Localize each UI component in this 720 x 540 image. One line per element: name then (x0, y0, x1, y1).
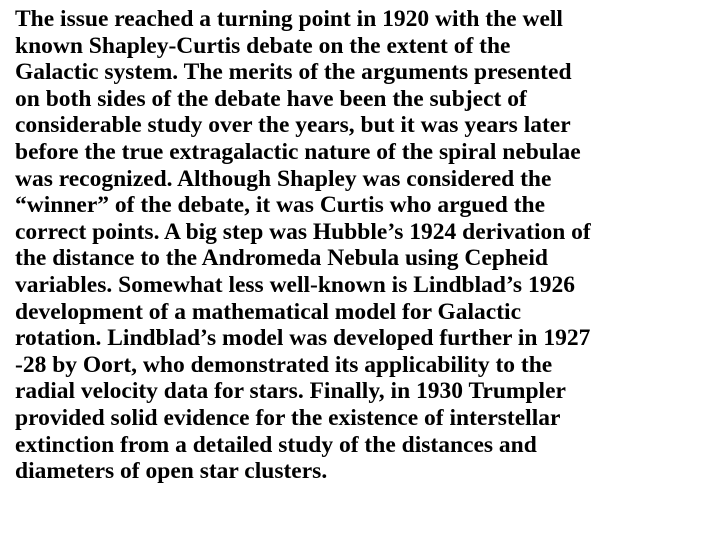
paragraph-line: -28 by Oort, who demonstrated its applicability to the (15, 351, 553, 378)
paragraph-line: The issue reached a turning point in 1920 with the well (15, 6, 563, 32)
paragraph-line: the distance to the Andromeda Nebula using Cepheid (15, 245, 548, 272)
paragraph-line: diameters of open star clusters. (15, 458, 328, 485)
paragraph-line: variables. Somewhat less well-known is Lindblad’s 1926 (15, 271, 575, 298)
paragraph-line: considerable study over the years, but it was years later (15, 112, 571, 139)
paragraph-line: was recognized. Although Shapley was considered the (15, 165, 552, 192)
paragraph-line: Galactic system. The merits of the arguments presented (15, 59, 572, 86)
paragraph-line: “winner” of the debate, it was Curtis who argued the (15, 192, 546, 219)
paragraph-line: before the true extragalactic nature of the spiral nebulae (15, 138, 581, 165)
paragraph-line: radial velocity data for stars. Finally, in 1930 Trumpler (15, 378, 566, 405)
paragraph-line: correct points. A big step was Hubble’s 1924 derivation of (15, 218, 591, 245)
body-paragraph (15, 6, 715, 485)
paragraph-line: known Shapley-Curtis debate on the extent of the (15, 32, 511, 59)
paragraph-line: extinction from a detailed study of the distances and (15, 431, 537, 458)
paragraph-line: development of a mathematical model for Galactic (15, 298, 522, 325)
paragraph-line: provided solid evidence for the existence of interstellar (15, 404, 561, 431)
paragraph-line: on both sides of the debate have been the subject of (15, 85, 527, 112)
paragraph-line: rotation. Lindblad’s model was developed further in 1927 (15, 325, 591, 352)
